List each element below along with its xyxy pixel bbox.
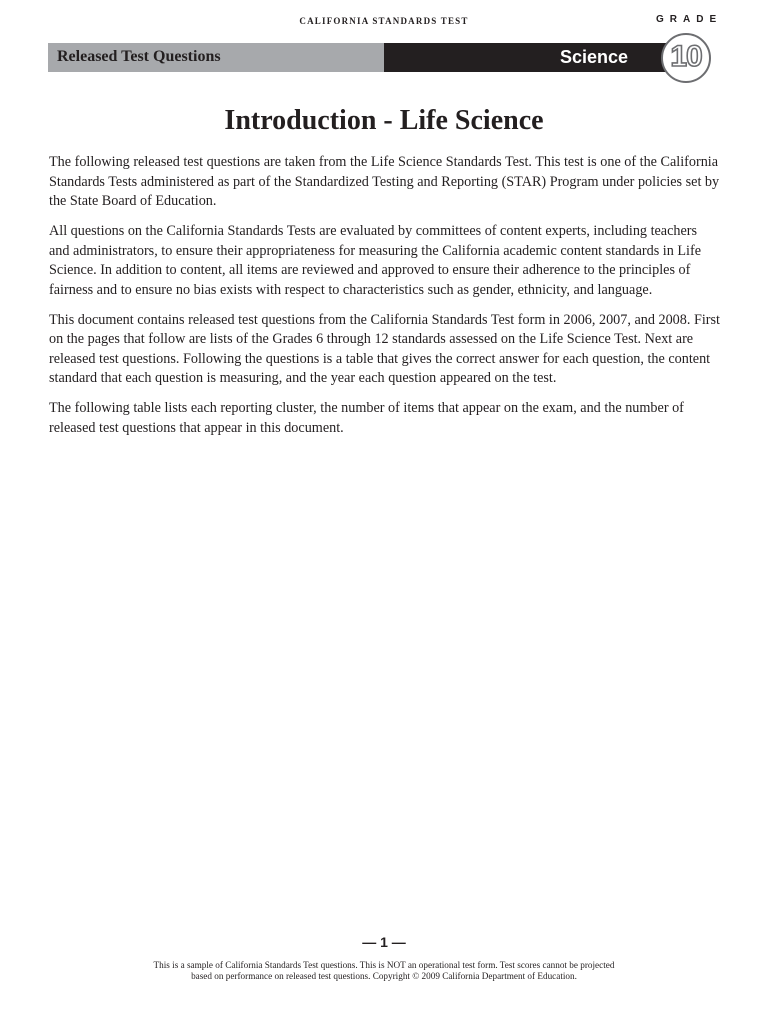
grade-number-badge bbox=[661, 33, 711, 83]
grade-label: GRADE bbox=[656, 14, 723, 25]
footer-line: based on performance on released test questions. Copyright © 2009 California Department of Education. bbox=[191, 971, 577, 981]
paragraph: All questions on the California Standards Tests are evaluated by committees of content experts, including teachers and administrators, to ensure their appropriateness for measuring the California academic content standards in Life Science. In addition to content, all items are reviewed and approved to ensure their adherence to the principles of fairness and to ensure no bias exists with respect to characteristics such as gender, ethnicity, and language. bbox=[49, 223, 702, 298]
paragraph: The following table lists each reporting cluster, the number of items that appear on the exam, and the number of released test questions that appear in this document. bbox=[49, 400, 684, 436]
test-series-label: CALIFORNIA STANDARDS TEST bbox=[299, 16, 469, 26]
header-left-panel bbox=[48, 43, 384, 72]
header-bar bbox=[48, 43, 670, 72]
intro-body bbox=[49, 153, 721, 449]
paragraph: This document contains released test questions from the California Standards Test form in 2006, 2007, and 2008. First on the pages that follow are lists of the Grades 6 through 12 standards assessed on the Life Science Test. Next are released test questions. Following the questions is a table that gives the correct answer for each question, the content standard that each question is measuring, and the year each question appeared on the test. bbox=[49, 311, 720, 386]
page-number: — 1 — bbox=[362, 934, 406, 950]
released-questions-title: Released Test Questions bbox=[57, 48, 221, 65]
grade-number: 10 bbox=[670, 40, 702, 73]
page-title: Introduction - Life Science bbox=[224, 105, 544, 136]
header-right-panel bbox=[384, 43, 670, 72]
subject-label: Science bbox=[560, 47, 629, 67]
footer-line: This is a sample of California Standards Test questions. This is NOT an operational test form. Test scores cannot be projected bbox=[153, 960, 615, 970]
paragraph: The following released test questions are taken from the Life Science Standards Test. This test is one of the California Standards Tests administered as part of the Standardized Testing and Reporting (STAR) Program under policies set by the State Board of Education. bbox=[49, 154, 720, 209]
footer-disclaimer bbox=[0, 960, 768, 982]
